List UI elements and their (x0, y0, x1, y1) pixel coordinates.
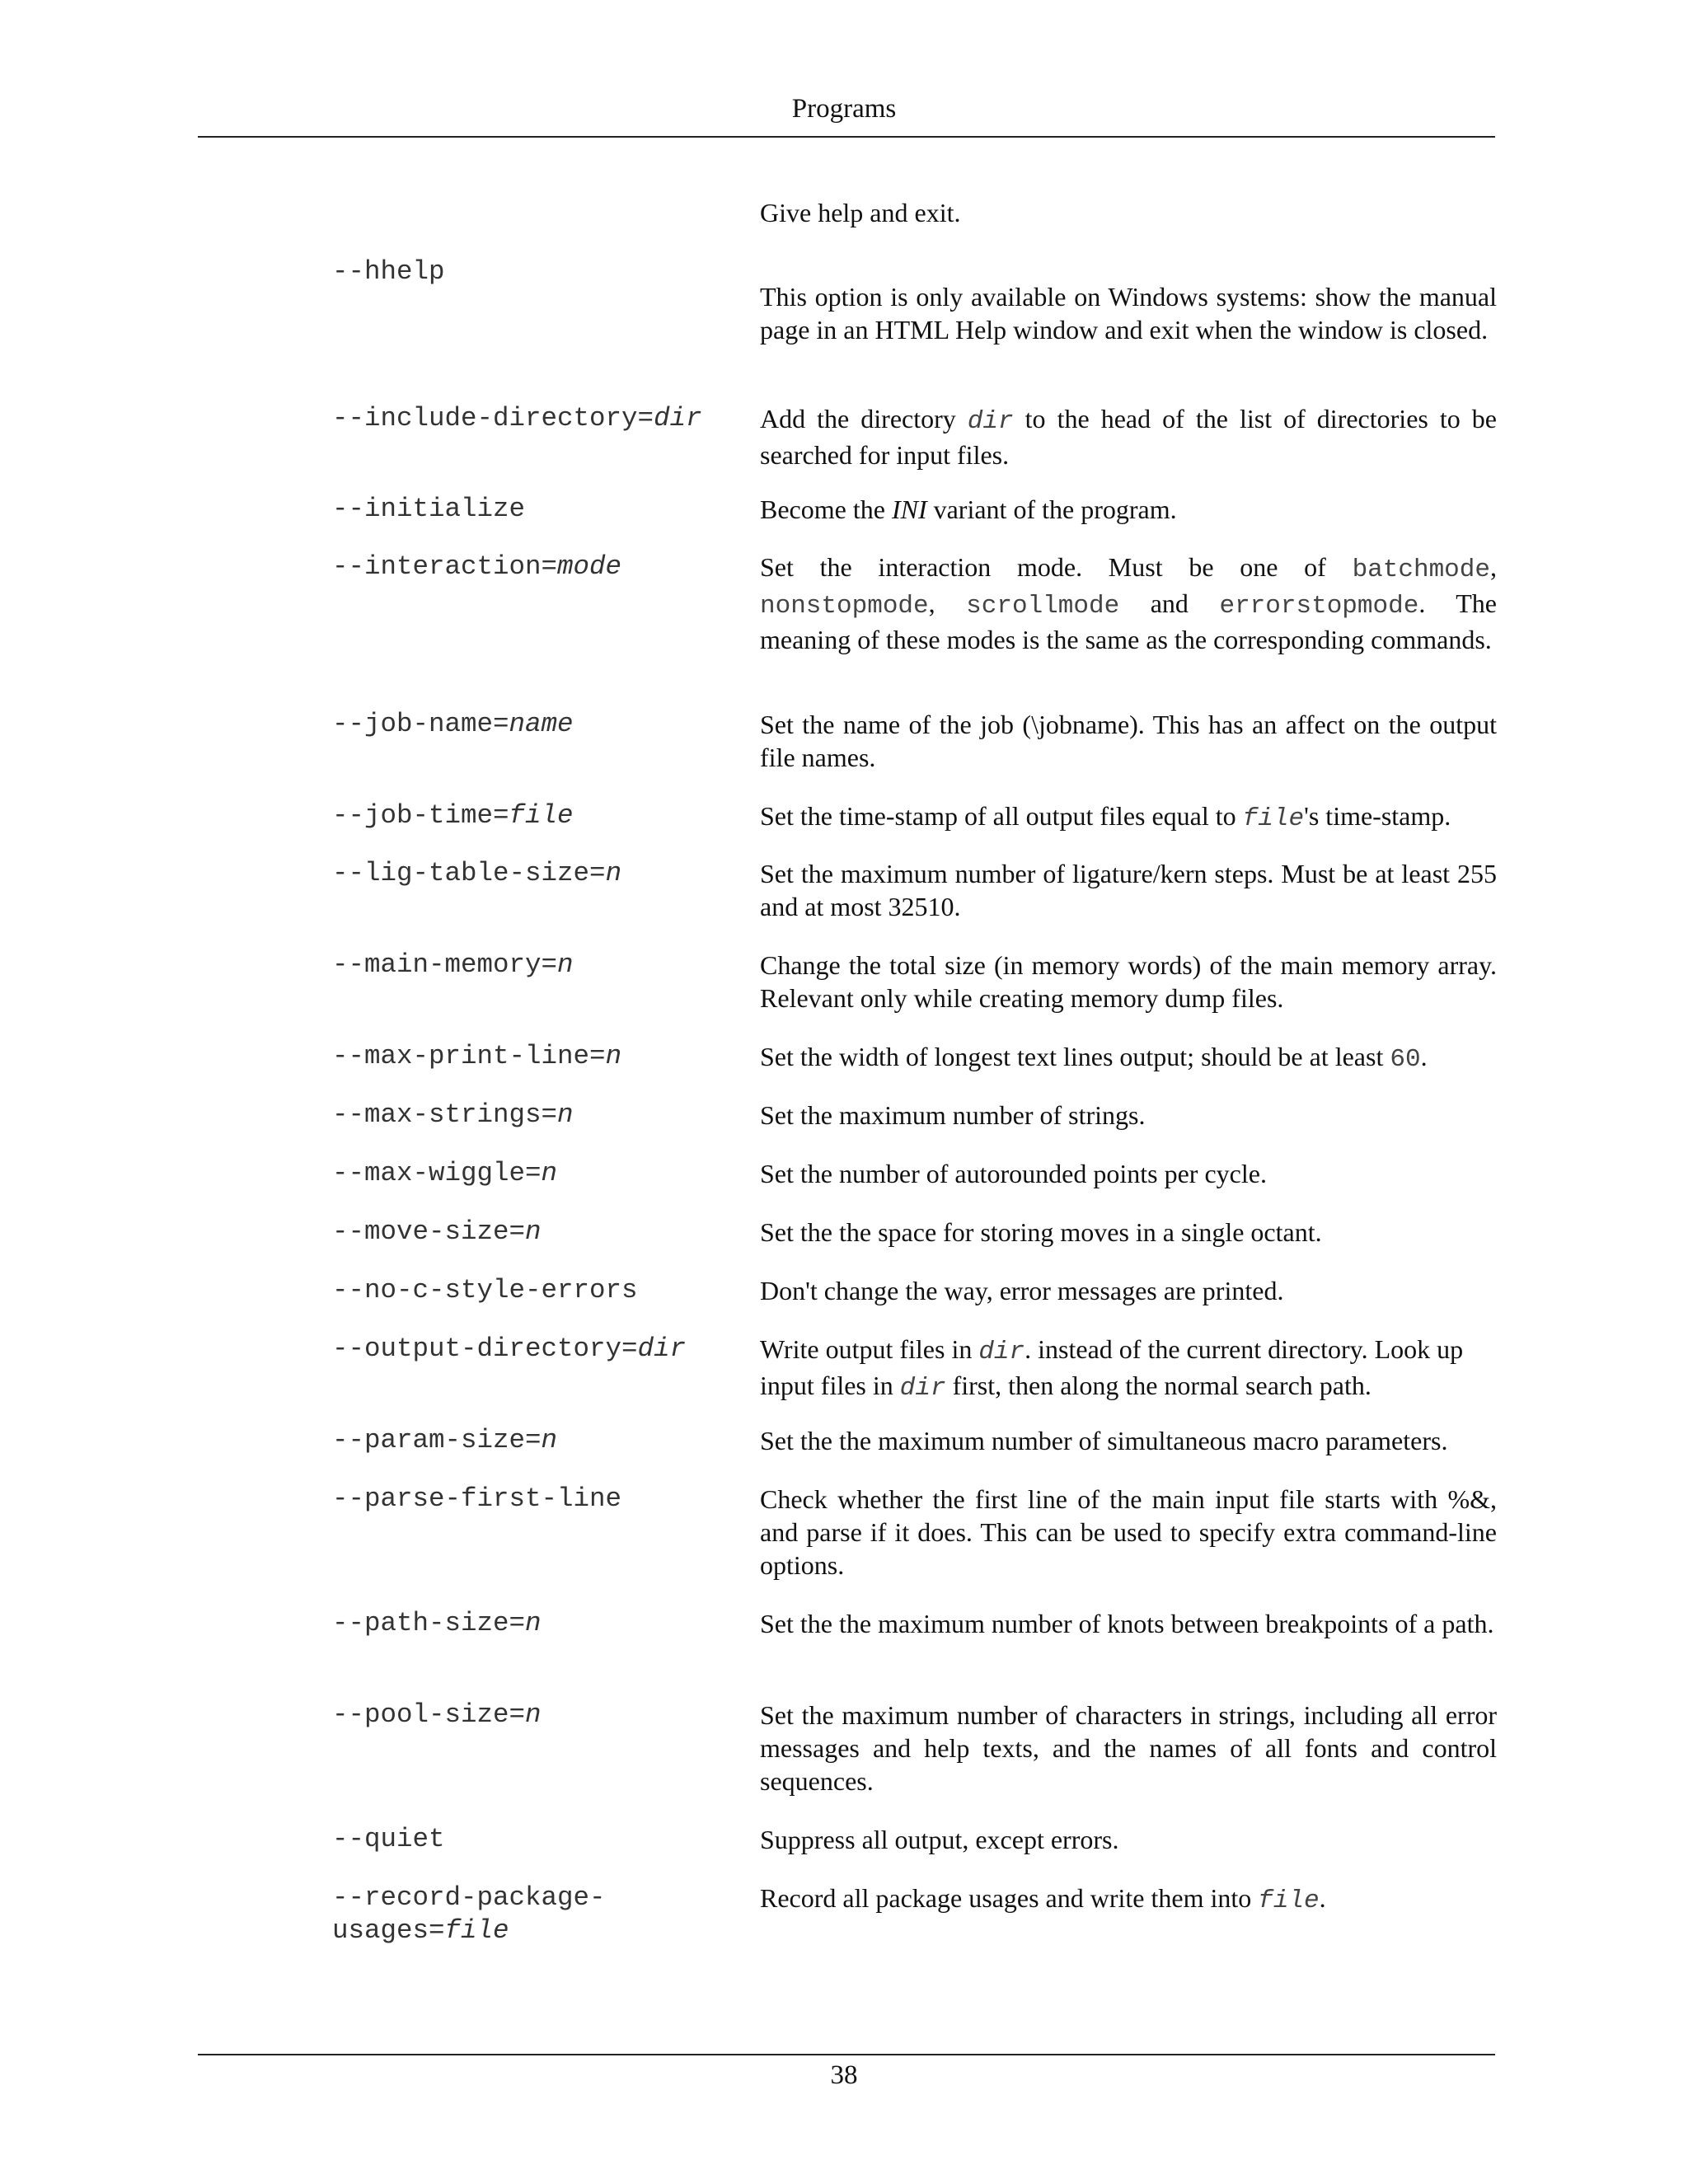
option-description: Add the directory dir to the head of the list of directories to be searched for input files. (760, 404, 1498, 470)
option-description: Check whether the first line of the main input file starts with %&, and parse if it does. This can be used to specify extra command-line options. (760, 1484, 1497, 1580)
option-description: Set the number of autorounded points per cycle. (760, 1159, 1267, 1188)
option-description: Suppress all output, except errors. (760, 1825, 1119, 1854)
option-name: --move-size=n (332, 1216, 542, 1247)
option-description: Set the width of longest text lines output; should be at least 60. (760, 1042, 1428, 1074)
option-name: --no-c-style-errors (332, 1275, 638, 1305)
option-description: This option is only available on Windows systems: show the manual page in an HTML Help window and exit when the window is closed. (760, 282, 1497, 344)
option-description: Set the time-stamp of all output files equal to file's time-stamp. (760, 801, 1451, 833)
option-description: Don't change the way, error messages are printed. (760, 1276, 1284, 1305)
option-description: Write output files in dir. instead of the current directory. Look up input files in dir first, then along the normal search path. (760, 1334, 1464, 1403)
option-description: Set the the maximum number of knots between breakpoints of a path. (760, 1609, 1494, 1638)
option-name: --record-package- usages=file (332, 1882, 606, 1946)
option-description: Change the total size (in memory words) of the main memory array. Relevant only while creating memory dump files. (760, 950, 1497, 1013)
option-name: --output-directory=dir (332, 1333, 687, 1364)
option-name: --quiet (332, 1824, 445, 1854)
option-name: --param-size=n (332, 1425, 558, 1455)
option-name: --job-time=file (332, 800, 574, 831)
option-name: --include-directory=dir (332, 403, 702, 434)
page-number: 38 (830, 2060, 858, 2090)
option-name: --parse-first-line (332, 1483, 622, 1514)
option-name: --max-print-line=n (332, 1041, 622, 1071)
option-name: --job-name=name (332, 709, 574, 739)
footer-rule (198, 2054, 1495, 2055)
option-description: Set the the maximum number of simultaneous macro parameters. (760, 1426, 1448, 1455)
option-description: Set the interaction mode. Must be one of batchmode, nonstopmode, scrollmode and errorstopmode. The meaning of these modes is the same as the corresponding commands. (760, 552, 1498, 654)
option-description: Set the the space for storing moves in a single octant. (760, 1217, 1322, 1247)
header-rule (198, 136, 1495, 138)
option-description: Become the INI variant of the program. (760, 494, 1177, 524)
option-name: --hhelp (332, 256, 445, 287)
running-header: Programs (791, 94, 897, 124)
option-description: Set the maximum number of characters in strings, including all error messages and help texts, and the names of all fonts and control sequences. (760, 1700, 1497, 1796)
option-name: --max-wiggle=n (332, 1158, 558, 1188)
option-name: --interaction=mode (332, 551, 622, 582)
option-description: Set the maximum number of ligature/kern steps. Must be at least 255 and at most 32510. (760, 859, 1497, 921)
option-description: Set the name of the job (\jobname). This has an affect on the output file names. (760, 710, 1497, 772)
option-name: --max-strings=n (332, 1099, 574, 1130)
option-name: --path-size=n (332, 1608, 542, 1638)
option-description: Set the maximum number of strings. (760, 1100, 1146, 1130)
option-name: --main-memory=n (332, 949, 574, 980)
option-name: --pool-size=n (332, 1699, 542, 1730)
option-description: Record all package usages and write them into file. (760, 1883, 1326, 1915)
option-name: --initialize (332, 494, 526, 524)
option-name: --lig-table-size=n (332, 858, 622, 888)
option-description: Give help and exit. (760, 198, 961, 227)
